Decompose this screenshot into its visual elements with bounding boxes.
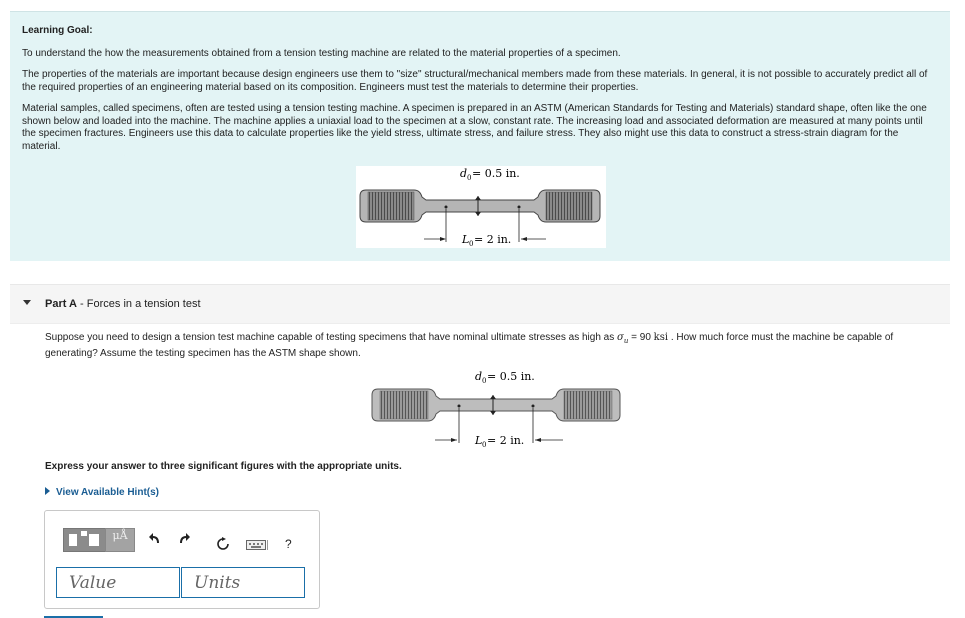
diameter-sub: 0 (467, 174, 472, 182)
redo-icon[interactable] (177, 531, 191, 549)
question-after: . How much force must the machine be capable of generating? Assume the testing specimen has the ASTM shape shown. (45, 332, 894, 359)
collapse-caret-icon[interactable] (23, 300, 31, 305)
learning-goal-text (22, 25, 937, 162)
thread-left (368, 192, 414, 220)
specimen-figure-part-a (365, 365, 627, 449)
answer-box (44, 510, 320, 609)
part-a-header[interactable] (10, 284, 950, 324)
part-a-subtitle: - Forces in a tension test (77, 298, 201, 310)
express-instruction: Express your answer to three significant figures with the appropriate units. (45, 461, 402, 472)
units-input[interactable]: Units (181, 567, 305, 598)
specimen-diagram-part-a (365, 365, 627, 449)
length-value: = 2 in. (487, 434, 525, 447)
specimen-diagram (356, 166, 606, 248)
question-equals: = 90 (628, 332, 654, 343)
diameter-label: d (460, 167, 468, 180)
ksi-unit: ksi (653, 332, 669, 343)
diameter-value: = 0.5 in. (487, 370, 535, 383)
reset-icon[interactable] (216, 537, 230, 555)
length-label: L (475, 434, 483, 447)
diameter-value: = 0.5 in. (472, 167, 520, 180)
question-text (45, 332, 940, 360)
help-icon[interactable]: ? (285, 537, 292, 551)
expand-triangle-icon (45, 487, 50, 495)
length-label: L (462, 233, 470, 246)
symbols-button[interactable]: μÅ (105, 528, 135, 552)
learning-goal-title: Learning Goal: (22, 25, 93, 36)
template-square-icon (89, 534, 99, 546)
sigma-symbol: σ (617, 332, 624, 343)
part-a-title (45, 298, 201, 310)
thread-right (564, 391, 612, 419)
template-square-icon (69, 534, 77, 546)
thread-right (546, 192, 592, 220)
question-before: Suppose you need to design a tension test machine capable of testing specimens that have nominal ultimate stresses as high as (45, 332, 618, 343)
goal-paragraph: The properties of the materials are important because design engineers use them to "size" structural/mechanical members made from these materials. In general, it is not possible to accurately predict all of the required properties of an engineering material based on its composition. Engineers must test the materials to determine their properties. (22, 69, 928, 93)
view-hints-label: View Available Hint(s) (56, 487, 159, 498)
templates-button[interactable] (63, 528, 107, 552)
view-hints-link[interactable] (45, 487, 159, 498)
diameter-sub: 0 (482, 377, 487, 385)
length-sub: 0 (482, 441, 487, 449)
thread-left (380, 391, 428, 419)
template-square-icon (81, 531, 87, 536)
part-a-label: Part A (45, 298, 77, 310)
sigma-sub: u (623, 337, 629, 345)
diameter-label: d (475, 370, 483, 383)
value-input[interactable]: Value (56, 567, 180, 598)
specimen-figure (356, 166, 606, 248)
goal-paragraph: To understand the how the measurements obtained from a tension testing machine are related to the material properties of a specimen. (22, 47, 621, 59)
undo-icon[interactable] (148, 531, 162, 549)
length-value: = 2 in. (474, 233, 512, 246)
learning-goal-panel (10, 11, 950, 261)
goal-paragraph: Material samples, called specimens, often are tested using a tension testing machine. A specimen is prepared in an ASTM (American Standards for Testing and Materials) standard shape, often like the one shown below and loaded into the machine. The machine applies a uniaxial load to the specimen at a slow, constant rate. The increasing load and associated deformation are measured at many points until the specimen fractures. Engineers use this data to calculate properties like the yield stress, ultimate stress, and failure stress. They also might use this data to construct a stress-strain diagram for the material. (22, 103, 927, 152)
length-sub: 0 (469, 240, 474, 248)
keyboard-icon[interactable] (246, 538, 268, 555)
